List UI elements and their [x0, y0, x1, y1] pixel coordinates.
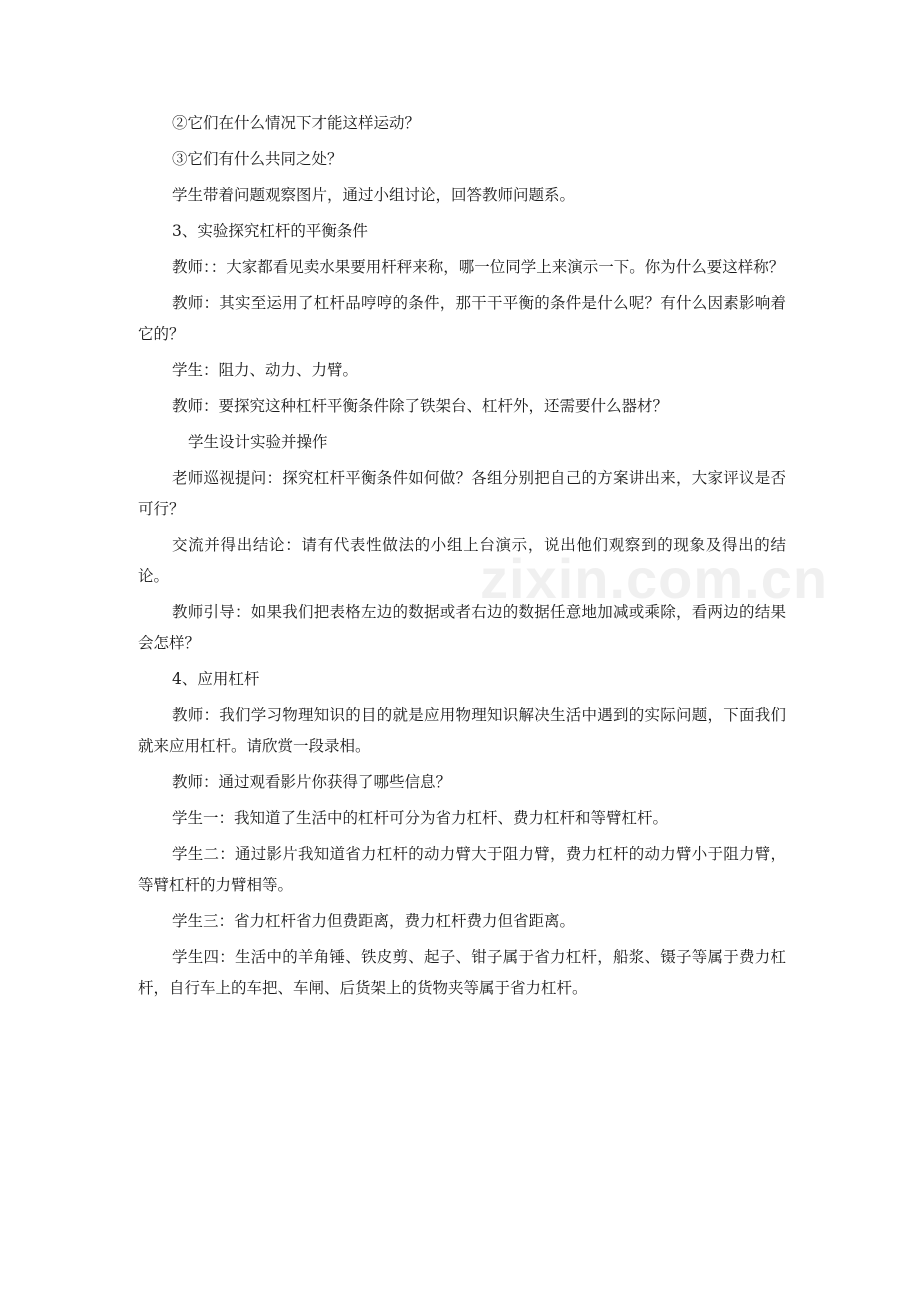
paragraph-student-answer: 学生：阻力、动力、力臂。 [172, 361, 359, 379]
paragraph-student-3: 学生三：省力杠杆省力但费距离，费力杠杆费力但省距离。 [172, 912, 576, 930]
paragraph-teacher-film: 教师：通过观看影片你获得了哪些信息？ [172, 773, 452, 791]
paragraph-teacher-guide: 教师引导：如果我们把表格左边的数据或者右边的数据任意地加减或乘除，看两边的结果会怎样？ [138, 603, 786, 652]
document-page [138, 108, 786, 1009]
watermark: zixin.com.cn [480, 547, 829, 610]
paragraph-teacher-inspect: 老师巡视提问：探究杠杆平衡条件如何做？各组分别把自己的方案讲出来，大家评议是否可行？ [138, 469, 786, 518]
paragraph-teacher-scale: 教师：：大家都看见卖水果要用杆秤来称，哪一位同学上来演示一下。你为什么要这样称？ [172, 258, 785, 276]
section-heading-4: 4、应用杠杆 [172, 670, 260, 688]
paragraph-question-2: ②它们在什么情况下才能这样运动？ [172, 114, 421, 132]
paragraph-student-experiment: 学生设计实验并操作 [188, 433, 328, 451]
paragraph-student-1: 学生一：我知道了生活中的杠杆可分为省力杠杆、费力杠杆和等臂杠杆。 [172, 809, 669, 827]
paragraph-student-4: 学生四：生活中的羊角锤、铁皮剪、起子、钳子属于省力杠杆，船浆、镊子等属于费力杠杆，自行车上的车把、车闸、后货架上的货物夹等属于省力杠杆。 [138, 948, 786, 997]
paragraph-teacher-equipment: 教师：要探究这种杠杆平衡条件除了铁架台、杠杆外，还需要什么器材？ [172, 397, 669, 415]
paragraph-student-2: 学生二：通过影片我知道省力杠杆的动力臂大于阻力臂，费力杠杆的动力臂小于阻力臂，等臂杠杆的力臂相等。 [138, 845, 786, 894]
paragraph-question-3: ③它们有什么共同之处？ [172, 150, 343, 168]
paragraph-teacher-apply: 教师：我们学习物理知识的目的就是应用物理知识解决生活中遇到的实际问题，下面我们就来应用杠杆。请欣赏一段录相。 [138, 706, 786, 755]
paragraph-teacher-balance: 教师：其实至运用了杠杆品哼哼的条件，那干干平衡的条件是什么呢？有什么因素影响着它的？ [138, 294, 786, 343]
paragraph-conclusion: 交流并得出结论：请有代表性做法的小组上台演示，说出他们观察到的现象及得出的结论。 [138, 536, 786, 585]
section-heading-3: 3、实验探究杠杆的平衡条件 [172, 222, 368, 240]
paragraph-student-observe: 学生带着问题观察图片，通过小组讨论，回答教师问题系。 [172, 186, 576, 204]
